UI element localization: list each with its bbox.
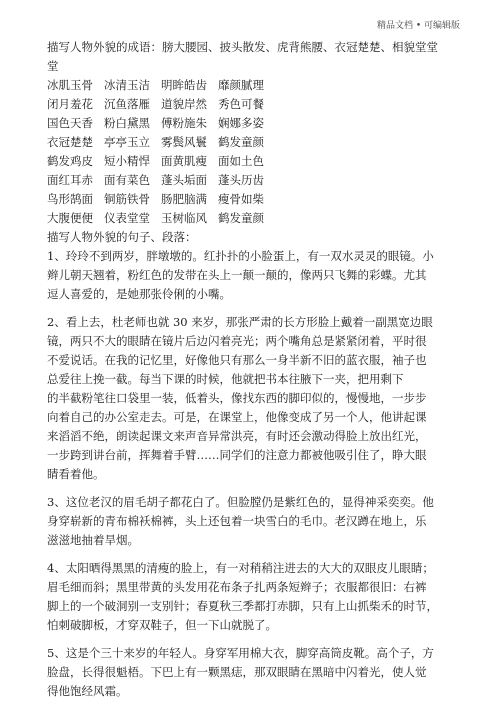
idiom: 鸟形鹄面 bbox=[47, 192, 93, 206]
paragraph-line: 滋滋地抽着旱烟。 bbox=[47, 533, 139, 547]
idiom: 娴娜多姿 bbox=[218, 116, 264, 130]
idiom-row bbox=[47, 114, 462, 133]
idiom: 面有菜色 bbox=[104, 173, 150, 187]
idiom: 铜筋铁骨 bbox=[104, 192, 150, 206]
idiom-row bbox=[47, 133, 462, 152]
paragraph-line: 眉毛细而斜；黑里带黄的头发用花布条子扎两条短辫子；衣服都很旧：右裤 bbox=[47, 580, 427, 594]
idiom-row bbox=[47, 152, 462, 171]
idiom: 鹤发鸡皮 bbox=[47, 154, 93, 168]
idiom: 面黄肌瘦 bbox=[161, 154, 207, 168]
idiom-row bbox=[47, 190, 462, 209]
idiom: 瘦骨如柴 bbox=[218, 192, 264, 206]
paragraph bbox=[47, 493, 462, 550]
idiom: 道貌岸然 bbox=[161, 97, 207, 111]
idiom: 傅粉施朱 bbox=[161, 116, 207, 130]
idiom: 粉白黛黑 bbox=[104, 116, 150, 130]
paragraph-line: 的半截粉笔往口袋里一装，低着头，像找东西的脚印似的，慢慢地，一步步 bbox=[47, 391, 427, 405]
paragraph-line: 辫儿朝天翘着，粉红色的发带在头上一颠一颠的，像两只飞舞的彩蝶。尤其 bbox=[47, 268, 427, 282]
paragraph bbox=[47, 247, 462, 304]
paragraph-line: 脚上的一个破洞别一支别针；春夏秋三季都打赤脚，只有上山抓柴禾的时节， bbox=[47, 599, 438, 613]
idiom: 面红耳赤 bbox=[47, 173, 93, 187]
idiom: 秀色可餐 bbox=[218, 97, 264, 111]
paragraph-line: 逗人喜爱的，是她那张伶俐的小嘴。 bbox=[47, 287, 231, 301]
paragraph bbox=[47, 313, 462, 484]
idiom-row bbox=[47, 95, 462, 114]
paragraph-line: 向着自己的办公室走去。可是，在课堂上，他像变成了另一个人，他讲起课 bbox=[47, 410, 427, 424]
idiom: 沉鱼落雁 bbox=[104, 97, 150, 111]
idiom: 闭月羞花 bbox=[47, 97, 93, 111]
idiom: 大腹便便 bbox=[47, 211, 93, 225]
idiom: 国色天香 bbox=[47, 116, 93, 130]
paragraph bbox=[47, 559, 462, 635]
paragraph-line: 一步跨到讲台前，挥舞着手臂……同学们的注意力都被他吸引住了，睁大眼 bbox=[47, 448, 427, 462]
idiom: 蓬头历齿 bbox=[218, 173, 264, 187]
idiom: 明眸皓齿 bbox=[161, 78, 207, 92]
paragraph-line: 得他饱经风霜。 bbox=[47, 684, 128, 698]
idiom: 玉树临风 bbox=[161, 211, 207, 225]
header-tag: 精品文档 • 可编辑版 bbox=[376, 21, 460, 31]
idiom: 蓬头垢面 bbox=[161, 173, 207, 187]
idiom: 靡颜腻理 bbox=[218, 78, 264, 92]
idiom: 鹤发童颜 bbox=[218, 135, 264, 149]
idiom: 衣冠楚楚 bbox=[47, 135, 93, 149]
paragraph-line: 4、太阳晒得黑黑的清瘦的脸上，有一对稍稍注进去的大大的双眼皮儿眼睛； bbox=[47, 561, 434, 575]
paragraph-line: 1、玲玲不到两岁，胖墩墩的。红扑扑的小脸蛋上，有一双水灵灵的眼镜。小 bbox=[47, 249, 434, 263]
idiom: 仪表堂堂 bbox=[104, 211, 150, 225]
document-body bbox=[47, 38, 462, 701]
idiom: 冰清玉洁 bbox=[104, 78, 150, 92]
paragraph-line: 身穿崭新的青布棉袄棉裤，头上还包着一块雪白的毛巾。老汉蹲在地上，乐 bbox=[47, 514, 427, 528]
idiom: 肠肥脑满 bbox=[161, 192, 207, 206]
sentences-title: 描写人物外貌的句子、段落： bbox=[47, 230, 197, 244]
paragraph-line: 脸盘，长得很魁梧。下巴上有一颗黑痣，那双眼睛在黑暗中闪着光，使人觉 bbox=[47, 665, 427, 679]
idiom-row bbox=[47, 76, 462, 95]
paragraph-line: 2、看上去，杜老师也就 30 来岁，那张严肃的长方形脸上戴着一副黑宽边眼 bbox=[47, 315, 433, 329]
paragraph-line: 怕刺破脚板，才穿双鞋子，但一下山就脱了。 bbox=[47, 618, 277, 632]
paragraphs bbox=[47, 247, 462, 701]
idiom: 短小精悍 bbox=[104, 154, 150, 168]
idiom-row bbox=[47, 171, 462, 190]
idiom: 面如土色 bbox=[218, 154, 264, 168]
paragraph-line: 3、这位老汉的眉毛胡子都花白了。但脸膛仍是紫红色的，显得神采奕奕。他 bbox=[47, 495, 434, 509]
paragraph-line: 不爱说话。在我的记忆里，好像他只有那么一身半新不旧的蓝衣服，袖子也 bbox=[47, 353, 427, 367]
idiom: 亭亭玉立 bbox=[104, 135, 150, 149]
idiom-intro: 描写人物外貌的成语：膀大腰园、披头散发、虎背熊腰、衣冠楚楚、相貌堂堂 bbox=[47, 40, 438, 54]
idiom: 鹤发童颜 bbox=[218, 211, 264, 225]
idiom: 雾鬓风鬟 bbox=[161, 135, 207, 149]
paragraph-line: 睛看着他。 bbox=[47, 467, 105, 481]
paragraph-line: 镜，两只不大的眼睛在镜片后边闪着亮光；两个嘴角总是紧紧闭着，平时很 bbox=[47, 334, 427, 348]
paragraph-line: 总爱往上挽一截。每当下课的时候，他就把书本往腋下一夹，把用剩下 bbox=[47, 372, 404, 386]
idiom-row bbox=[47, 209, 462, 228]
paragraph-line: 5、这是个三十来岁的年轻人。身穿军用棉大衣，脚穿高筒皮靴。高个子，方 bbox=[47, 646, 434, 660]
paragraph bbox=[47, 644, 462, 701]
idiom-table bbox=[47, 76, 462, 228]
paragraph-line: 来滔滔不绝，朗读起课文来声音异常洪亮，有时还会激动得脸上放出红光， bbox=[47, 429, 427, 443]
idiom: 冰肌玉骨 bbox=[47, 78, 93, 92]
idiom-intro-cont: 堂 bbox=[47, 59, 59, 73]
